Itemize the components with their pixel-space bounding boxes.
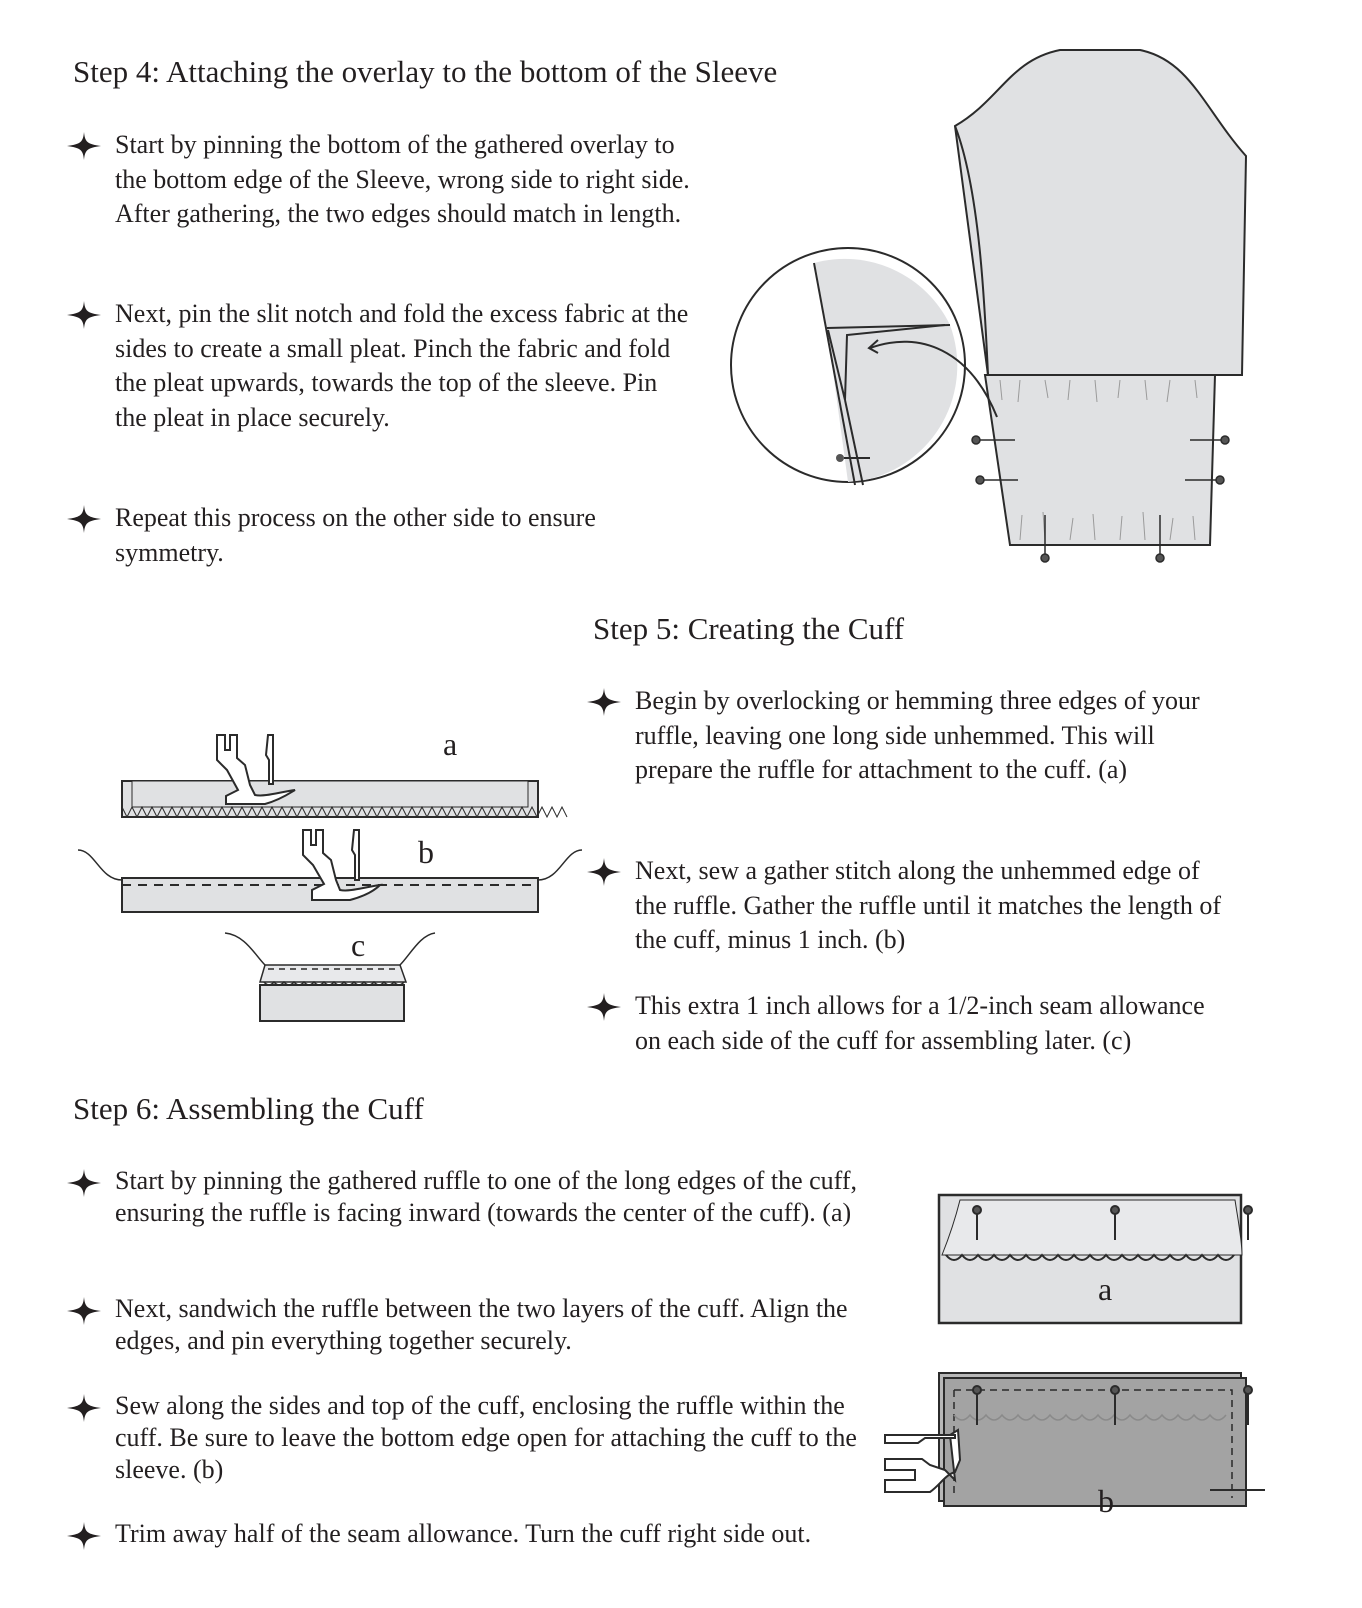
four-point-star-icon: [67, 1169, 101, 1197]
figure-label-b: b: [418, 834, 434, 870]
cuff-assembly-illustration: [870, 1140, 1270, 1560]
step6-bullet-text: Sew along the sides and top of the cuff, enclosing the ruffle within the cuff. Be sure to leave the bottom edge open for attaching the cuff to the sleeve. (b): [115, 1391, 857, 1484]
step4-bullet: [115, 297, 695, 435]
four-point-star-icon: [587, 993, 621, 1021]
step4-title: Step 4: Attaching the overlay to the bottom of the Sleeve: [73, 54, 778, 89]
step5-bullet-text: Begin by overlocking or hemming three edges of your ruffle, leaving one long side unhemmed. This will prepare the ruffle for attachment to the cuff. (a): [635, 686, 1200, 784]
step6-title: Step 6: Assembling the Cuff: [73, 1091, 424, 1126]
figure-label-c: c: [351, 927, 366, 963]
step4-bullet-text: Start by pinning the bottom of the gathered overlay to the bottom edge of the Sleeve, wrong side to right side. After gathering, the two edges should match in length.: [115, 130, 690, 228]
four-point-star-icon: [67, 301, 101, 329]
ruffle-illustration: [60, 700, 590, 1030]
step5-title: Step 5: Creating the Cuff: [593, 611, 905, 646]
sleeve-illustration: [700, 30, 1260, 580]
step4-bullet: [115, 128, 695, 232]
step5-bullet: [635, 989, 1235, 1058]
presser-foot-icon: [303, 830, 380, 900]
step6-bullet: [115, 1165, 875, 1229]
four-point-star-icon: [587, 858, 621, 886]
sleeve-body: [955, 50, 1246, 375]
step5-bullet: [635, 684, 1235, 788]
four-point-star-icon: [67, 1522, 101, 1550]
four-point-star-icon: [67, 1394, 101, 1422]
step6-bullet: [115, 1293, 875, 1357]
step6-bullet-text: Start by pinning the gathered ruffle to one of the long edges of the cuff, ensuring the ruffle is facing inward (towards the center of the cuff). (a): [115, 1166, 858, 1227]
step5-bullet-text: This extra 1 inch allows for a 1/2-inch seam allowance on each side of the cuff for assembling later. (c): [635, 991, 1205, 1055]
four-point-star-icon: [587, 688, 621, 716]
figure-label-a: a: [1098, 1271, 1113, 1307]
step6-bullet: [115, 1518, 875, 1550]
step6-bullet: [115, 1390, 875, 1486]
step5-bullet: [635, 854, 1235, 958]
step5-bullet-text: Next, sew a gather stitch along the unhemmed edge of the ruffle. Gather the ruffle until it matches the length of the cuff, minus 1 inch. (b): [635, 856, 1222, 954]
figure-label-b: b: [1098, 1483, 1114, 1519]
four-point-star-icon: [67, 505, 101, 533]
step4-bullet-text: Repeat this process on the other side to ensure symmetry.: [115, 503, 596, 567]
gathered-overlay: [985, 375, 1215, 545]
figure-label-a: a: [443, 726, 458, 762]
step6-bullet-text: Trim away half of the seam allowance. Turn the cuff right side out.: [115, 1519, 812, 1548]
step4-bullet-text: Next, pin the slit notch and fold the excess fabric at the sides to create a small pleat. Pinch the fabric and fold the pleat upwards, towards the top of the sleeve. Pin the pleat in place securely.: [115, 299, 689, 432]
four-point-star-icon: [67, 1297, 101, 1325]
step6-bullet-text: Next, sandwich the ruffle between the two layers of the cuff. Align the edges, and pin everything together securely.: [115, 1294, 848, 1355]
four-point-star-icon: [67, 132, 101, 160]
step4-bullet: [115, 501, 695, 570]
